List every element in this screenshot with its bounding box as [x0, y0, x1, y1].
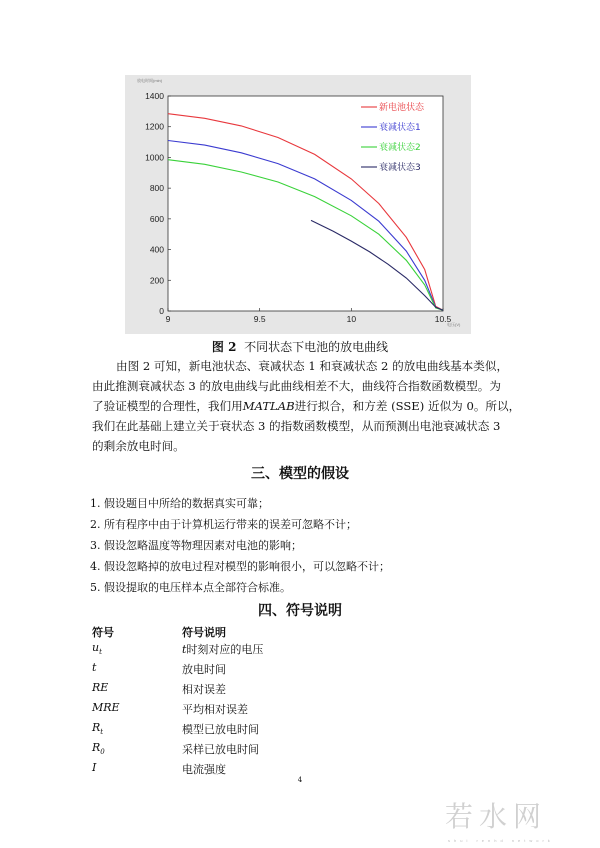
para-line-3a: 了验证模型的合理性，我们用	[92, 399, 243, 413]
symbol-column-header: 符号	[92, 626, 114, 639]
figure-corner-label: 电压(V)	[447, 322, 461, 327]
para-line-3	[92, 396, 521, 416]
legend-entry: 新电池状态	[379, 103, 425, 113]
y-tick-label: 0	[159, 306, 164, 316]
desc-ut	[182, 641, 263, 657]
watermark-logo: 若水网	[445, 800, 548, 833]
symbol-main: R	[92, 741, 101, 754]
symbol-main: u	[92, 641, 100, 654]
para-line-4: 我们在此基础上建立关于衰状态 3 的指数函数模型，从而预测出电池衰减状态 3	[92, 419, 501, 433]
symbol-sub: t	[100, 728, 104, 737]
y-tick-label: 400	[149, 244, 164, 255]
desc-symbol: t	[182, 643, 187, 656]
watermark-subtext: shui renhd network	[448, 838, 554, 843]
symbol-main: MRE	[92, 701, 120, 714]
discharge-chart	[125, 75, 471, 334]
desc-r0: 采样已放电时间	[182, 743, 259, 756]
symbol-rt	[92, 721, 103, 736]
symbol-main: t	[92, 661, 97, 674]
y-tick-label: 1200	[145, 121, 164, 132]
symbol-r0	[92, 741, 105, 756]
desc-text: 时刻对应的电压	[186, 643, 264, 656]
figure-caption	[0, 338, 600, 355]
symbol-main: RE	[92, 681, 109, 694]
symbol-re	[92, 681, 108, 694]
symbol-sub: 0	[100, 748, 105, 757]
symbol-ut	[92, 641, 102, 656]
caption-number: 图 2	[211, 340, 237, 354]
symbol-mre	[92, 701, 120, 714]
matlab-term: MATLAB	[242, 399, 295, 413]
assumption-1: 1. 假设题目中所给的数据真实可靠；	[90, 497, 269, 510]
para-line-3b: 进行拟合，和方差 (SSE) 近似为 0。所以，	[294, 399, 521, 413]
y-tick-label: 600	[149, 213, 164, 224]
y-tick-label: 1000	[145, 152, 164, 163]
para-line-1: 由图 2 可知，新电池状态、衰减状态 1 和衰减状态 2 的放电曲线基本类似，	[116, 359, 509, 373]
figure-top-label: 放电时间(min)	[137, 78, 163, 83]
assumption-5: 5. 假设提取的电压样本点全部符合标准。	[90, 581, 291, 594]
legend-entry: 衰减状态1	[379, 123, 421, 133]
para-line-5: 的剩余放电时间。	[92, 439, 185, 453]
analysis-paragraph	[92, 356, 521, 456]
symbol-t	[92, 661, 96, 674]
figure-frame	[125, 75, 471, 334]
symbol-main: R	[92, 721, 101, 734]
desc-rt: 模型已放电时间	[182, 723, 259, 736]
desc-mre: 平均相对误差	[182, 703, 248, 716]
symbol-main: I	[92, 761, 97, 774]
para-line-2: 由此推测衰减状态 3 的放电曲线与此曲线相差不大，曲线符合指数函数模型。为	[92, 379, 501, 393]
assumption-3: 3. 假设忽略温度等物理因素对电池的影响；	[90, 539, 302, 552]
symbol-i	[92, 761, 96, 774]
desc-t: 放电时间	[182, 663, 226, 676]
assumption-2: 2. 所有程序中由于计算机运行带来的误差可忽略不计；	[90, 518, 357, 531]
section-4-title: 四、符号说明	[258, 603, 342, 619]
symbol-sub: t	[99, 648, 102, 657]
desc-re: 相对误差	[182, 683, 226, 696]
caption-text: 不同状态下电池的放电曲线	[244, 340, 389, 354]
legend-entry: 衰减状态2	[379, 143, 421, 153]
section-3-title: 三、模型的假设	[251, 466, 349, 482]
x-tick-label: 9	[165, 314, 171, 324]
y-tick-label: 1400	[145, 91, 164, 101]
x-tick-label: 10.5	[434, 314, 452, 324]
y-tick-label: 800	[149, 183, 164, 194]
x-tick-label: 10	[346, 314, 357, 324]
assumption-4: 4. 假设忽略掉的放电过程对模型的影响很小，可以忽略不计；	[90, 560, 390, 573]
legend-entry: 衰减状态3	[379, 163, 421, 173]
x-tick-label: 9.5	[253, 314, 266, 324]
y-tick-label: 200	[149, 275, 164, 286]
desc-i: 电流强度	[182, 763, 226, 776]
page-number: 4	[297, 776, 303, 784]
description-column-header: 符号说明	[182, 626, 226, 639]
